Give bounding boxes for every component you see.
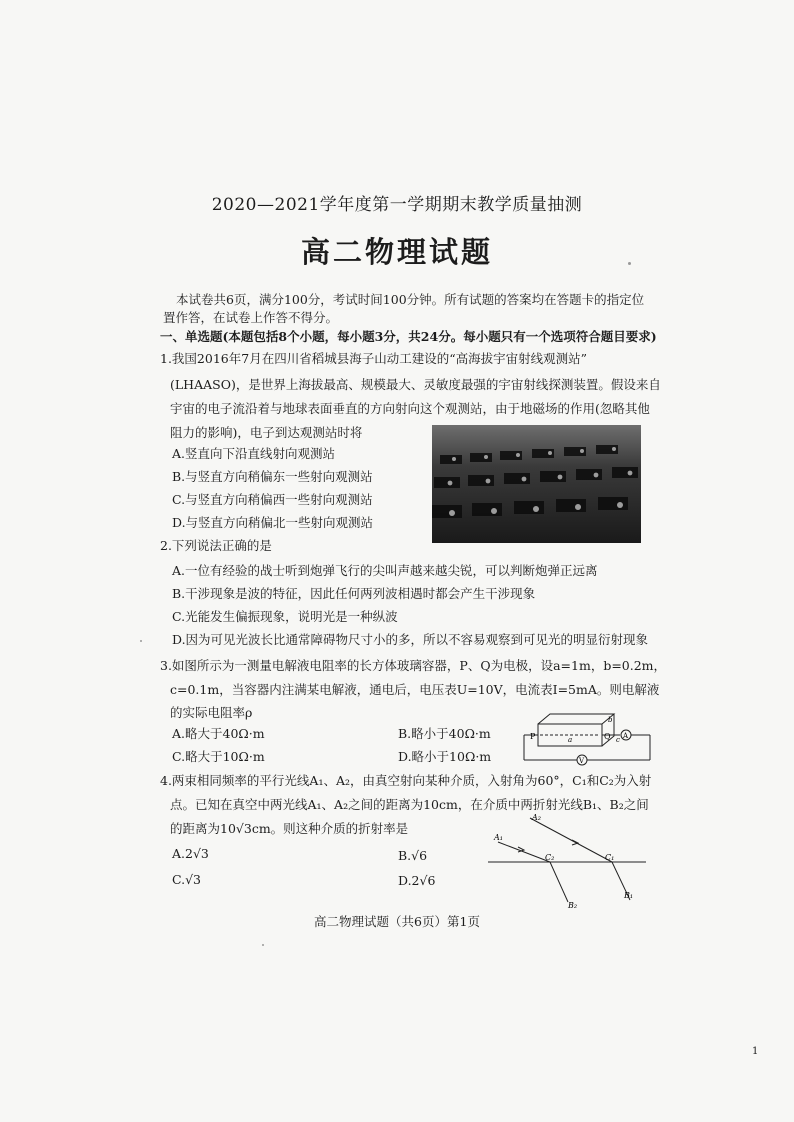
q3-option-d: D.略小于10Ω·m: [398, 749, 492, 764]
ammeter-label: A: [623, 732, 629, 740]
q4-line-2: 点。已知在真空中两光线A₁、A₂之间的距离为10cm，在介质中两折射光线B₁、B₂之间: [170, 797, 649, 812]
ray-b2-label: B₂: [568, 901, 578, 910]
scan-speck: [628, 262, 631, 265]
page-footer: 高二物理试题（共6页）第1页: [314, 914, 480, 929]
dimension-c-label: c: [616, 736, 620, 744]
observatory-photo: [432, 425, 641, 543]
section-heading: 一、单选题(本题包括8个小题，每小题3分，共24分。每小题只有一个选项符合题目要求): [160, 329, 657, 344]
q4-option-c: C.√3: [172, 872, 202, 887]
exam-subtitle: 2020—2021学年度第一学期期末教学质量抽测: [211, 195, 583, 215]
q4-line-1: 4.两束相同频率的平行光线A₁、A₂，由真空射向某种介质，入射角为60°，C₁和C₂为入射: [160, 773, 652, 788]
q3-option-c: C.略大于10Ω·m: [172, 749, 265, 764]
q3-line-1: 3.如图所示为一测量电解液电阻率的长方体玻璃容器，P、Q为电极，设a=1m，b=0.2m，: [160, 658, 667, 673]
point-c1-label: C₁: [605, 853, 615, 862]
electrode-p-label: P: [530, 732, 536, 741]
ray-b1-label: B₁: [624, 891, 634, 900]
q4-option-d: D.2√6: [398, 873, 436, 888]
intro-line-1: 本试卷共6页，满分100分，考试时间100分钟。所有试题的答案均在答题卡的指定位: [176, 292, 645, 307]
q2-option-a: A.一位有经验的战士听到炮弹飞行的尖叫声越来越尖锐，可以判断炮弹正远离: [172, 563, 598, 578]
voltmeter-label: V: [579, 757, 585, 765]
q1-line-2: (LHAASO)，是世界上海拔最高、规模最大、灵敏度最强的宇宙射线探测装置。假设来自: [170, 377, 661, 392]
scan-speck: [140, 640, 142, 642]
q1-option-d: D.与竖直方向稍偏北一些射向观测站: [172, 515, 374, 530]
q1-line-1: 1.我国2016年7月在四川省稻城县海子山动工建设的“高海拔宇宙射线观测站”: [160, 351, 587, 366]
page-number: 1: [752, 1046, 759, 1057]
q1-option-c: C.与竖直方向稍偏西一些射向观测站: [172, 492, 373, 507]
q1-line-4: 阻力的影响)，电子到达观测站时将: [170, 425, 363, 440]
point-c2-label: C₂: [545, 853, 555, 862]
q2-line-1: 2.下列说法正确的是: [160, 538, 272, 553]
ray-a1-label: A₁: [494, 833, 503, 842]
q3-line-3: 的实际电阻率ρ: [170, 705, 253, 720]
q2-option-b: B.干涉现象是波的特征，因此任何两列波相遇时都会产生干涉现象: [172, 586, 536, 601]
q2-option-c: C.光能发生偏振现象，说明光是一种纵波: [172, 609, 398, 624]
ray-a2-label: A₂: [532, 813, 541, 822]
refraction-diagram: [488, 810, 648, 910]
electrolyte-container-diagram: [520, 708, 655, 768]
q3-option-b: B.略小于40Ω·m: [398, 726, 491, 741]
dimension-a-label: a: [568, 736, 573, 744]
scan-speck: [262, 944, 264, 946]
q4-line-3: 的距离为10√3cm。则这种介质的折射率是: [170, 821, 409, 836]
exam-title: 高二物理试题: [300, 235, 493, 269]
q3-line-2: c=0.1m，当容器内注满某电解液，通电后，电压表U=10V，电流表I=5mA。则电解液: [170, 682, 660, 697]
q4-option-a: A.2√3: [172, 846, 209, 861]
q1-option-a: A.竖直向下沿直线射向观测站: [172, 446, 336, 461]
intro-line-2: 置作答，在试卷上作答不得分。: [163, 310, 339, 325]
electrode-q-label: Q: [604, 732, 611, 741]
dimension-b-label: b: [608, 716, 613, 724]
q1-option-b: B.与竖直方向稍偏东一些射向观测站: [172, 469, 373, 484]
q1-line-3: 宇宙的电子流沿着与地球表面垂直的方向射向这个观测站，由于地磁场的作用(忽略其他: [170, 401, 650, 416]
q4-option-b: B.√6: [398, 848, 428, 863]
q3-option-a: A.略大于40Ω·m: [172, 726, 265, 741]
q2-option-d: D.因为可见光波长比通常障碍物尺寸小的多，所以不容易观察到可见光的明显衍射现象: [172, 632, 649, 647]
